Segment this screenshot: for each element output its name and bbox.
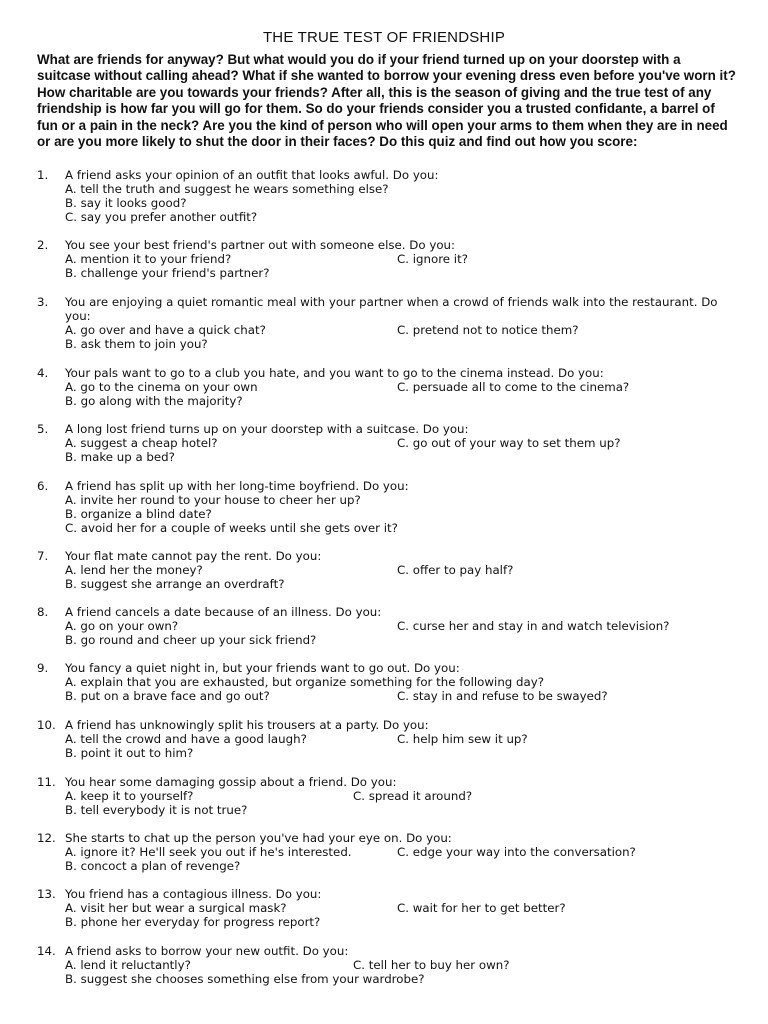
option-c: C. wait for her to get better? bbox=[397, 901, 566, 915]
question-number: 3. bbox=[37, 295, 49, 309]
option-a: A. suggest a cheap hotel? bbox=[65, 436, 218, 450]
question-number: 11. bbox=[37, 775, 56, 789]
question-number: 4. bbox=[37, 366, 49, 380]
option-b: B. suggest she chooses something else from your wardrobe? bbox=[65, 972, 425, 986]
question-text: You are enjoying a quiet romantic meal with your partner when a crowd of friends walk into the restaurant. Do you: bbox=[65, 295, 718, 324]
option-a: A. invite her round to your house to cheer her up? bbox=[65, 493, 361, 507]
question-number: 1. bbox=[37, 168, 49, 182]
question-text: A friend has split up with her long-time boyfriend. Do you: bbox=[65, 479, 409, 493]
option-a: A. lend her the money? bbox=[65, 563, 203, 577]
option-c: C. offer to pay half? bbox=[397, 563, 514, 577]
question-text: Your pals want to go to a club you hate, and you want to go to the cinema instead. Do you: bbox=[65, 366, 604, 380]
question-text: A long lost friend turns up on your doorstep with a suitcase. Do you: bbox=[65, 422, 469, 436]
option-b: B. point it out to him? bbox=[65, 746, 194, 760]
question-text: Your flat mate cannot pay the rent. Do you: bbox=[65, 549, 322, 563]
option-c: C. curse her and stay in and watch television? bbox=[397, 619, 670, 633]
option-b: B. make up a bed? bbox=[65, 450, 175, 464]
option-b: B. organize a blind date? bbox=[65, 507, 212, 521]
question-number: 5. bbox=[37, 422, 49, 436]
question-number: 7. bbox=[37, 549, 49, 563]
option-a: A. mention it to your friend? bbox=[65, 252, 232, 266]
question-number: 10. bbox=[37, 718, 56, 732]
option-c: C. tell her to buy her own? bbox=[353, 958, 510, 972]
option-a: A. tell the crowd and have a good laugh? bbox=[65, 732, 307, 746]
option-c: C. say you prefer another outfit? bbox=[65, 210, 258, 224]
option-b: B. put on a brave face and go out? bbox=[65, 689, 270, 703]
option-a: A. explain that you are exhausted, but organize something for the following day? bbox=[65, 675, 544, 689]
option-c: C. go out of your way to set them up? bbox=[397, 436, 621, 450]
option-a: A. lend it reluctantly? bbox=[65, 958, 191, 972]
option-c: C. avoid her for a couple of weeks until she gets over it? bbox=[65, 521, 398, 535]
question-text: A friend asks to borrow your new outfit. Do you: bbox=[65, 944, 349, 958]
option-c: C. help him sew it up? bbox=[397, 732, 528, 746]
question-text: You fancy a quiet night in, but your friends want to go out. Do you: bbox=[65, 661, 460, 675]
option-a: A. go to the cinema on your own bbox=[65, 380, 258, 394]
intro-paragraph: What are friends for anyway? But what would you do if your friend turned up on your doorstep with a suitcase without calling ahead? What if she wanted to borrow your evening dress even before you've worn it? How charitable are you towards your friends? After all, this is the season of giving and the true test of any friendship is how far you will go for them. So do your friends consider you a trusted confidante, a barrel of fun or a pain in the neck? Are you the kind of person who will open your arms to them when they are in need or are you more likely to shut the door in their faces? Do this quiz and find out how you score: bbox=[37, 52, 736, 150]
option-c: C. ignore it? bbox=[397, 252, 468, 266]
question-text: You see your best friend's partner out with someone else. Do you: bbox=[65, 238, 456, 252]
option-b: B. phone her everyday for progress report? bbox=[65, 915, 321, 929]
question-text: A friend has unknowingly split his trousers at a party. Do you: bbox=[65, 718, 429, 732]
option-b: B. challenge your friend's partner? bbox=[65, 266, 270, 280]
question-text: A friend cancels a date because of an illness. Do you: bbox=[65, 605, 382, 619]
option-a: A. go on your own? bbox=[65, 619, 179, 633]
option-b: B. go round and cheer up your sick friend? bbox=[65, 633, 317, 647]
option-b: B. suggest she arrange an overdraft? bbox=[65, 577, 285, 591]
option-c: C. stay in and refuse to be swayed? bbox=[397, 689, 608, 703]
question-text: You friend has a contagious illness. Do you: bbox=[65, 887, 322, 901]
question-text: She starts to chat up the person you've had your eye on. Do you: bbox=[65, 831, 452, 845]
question-number: 2. bbox=[37, 238, 49, 252]
question-number: 12. bbox=[37, 831, 56, 845]
question-number: 14. bbox=[37, 944, 56, 958]
option-b: B. go along with the majority? bbox=[65, 394, 243, 408]
question-number: 13. bbox=[37, 887, 56, 901]
question-number: 9. bbox=[37, 661, 49, 675]
option-a: A. tell the truth and suggest he wears something else? bbox=[65, 182, 389, 196]
option-b: B. concoct a plan of revenge? bbox=[65, 859, 241, 873]
option-b: B. say it looks good? bbox=[65, 196, 187, 210]
question-text: A friend asks your opinion of an outfit that looks awful. Do you: bbox=[65, 168, 439, 182]
option-a: A. visit her but wear a surgical mask? bbox=[65, 901, 287, 915]
option-a: A. ignore it? He'll seek you out if he's interested. bbox=[65, 845, 352, 859]
option-c: C. edge your way into the conversation? bbox=[397, 845, 636, 859]
option-c: C. pretend not to notice them? bbox=[397, 323, 579, 337]
option-a: A. keep it to yourself? bbox=[65, 789, 194, 803]
question-number: 8. bbox=[37, 605, 49, 619]
option-b: B. ask them to join you? bbox=[65, 337, 208, 351]
option-c: C. persuade all to come to the cinema? bbox=[397, 380, 630, 394]
question-text: You hear some damaging gossip about a friend. Do you: bbox=[65, 775, 397, 789]
option-a: A. go over and have a quick chat? bbox=[65, 323, 266, 337]
option-c: C. spread it around? bbox=[353, 789, 473, 803]
option-b: B. tell everybody it is not true? bbox=[65, 803, 248, 817]
question-number: 6. bbox=[37, 479, 49, 493]
page-title: THE TRUE TEST OF FRIENDSHIP bbox=[262, 29, 506, 46]
